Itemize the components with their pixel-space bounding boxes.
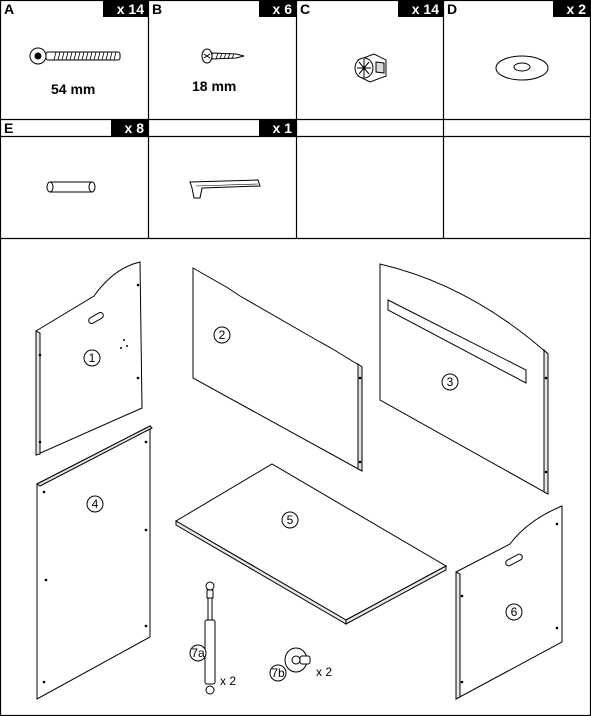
part-quantity-badge: x 2: [553, 1, 590, 17]
part-quantity-badge: x 14: [103, 1, 148, 17]
part-size-label: 18 mm: [192, 78, 237, 94]
panel-label: 2: [218, 328, 226, 342]
panel-4: [37, 426, 152, 699]
part-7b-label-badge: [270, 665, 286, 681]
panel-5: [176, 464, 446, 624]
panel-5-label-badge: [282, 512, 298, 528]
part-letter: C: [300, 1, 311, 17]
allen-key-icon: [190, 180, 260, 198]
part-letter: E: [4, 120, 14, 136]
panel-3-label-badge: [442, 374, 458, 390]
part-7a-label-badge: [190, 645, 206, 661]
panel-label: 4: [91, 497, 99, 511]
panel-1-label-badge: [84, 350, 100, 366]
panel-3: [380, 264, 548, 494]
panel-label: 3: [446, 375, 454, 389]
panel-label: 7a: [191, 646, 205, 660]
part-quantity-badge: x 14: [398, 1, 443, 17]
panel-label: 7b: [271, 666, 285, 680]
panel-label: 1: [88, 351, 96, 365]
panel-6: [456, 506, 562, 699]
part-quantity-badge: x 8: [111, 120, 148, 136]
mount-bracket-icon: [285, 648, 310, 672]
part-letter: B: [152, 1, 163, 17]
part-7b-quantity: x 2: [316, 665, 333, 679]
part-7a-quantity: x 2: [220, 674, 237, 688]
part-quantity-badge: x 6: [259, 1, 296, 17]
part-letter: A: [4, 1, 15, 17]
cam-lock-icon: [355, 54, 386, 82]
bolt-icon: [30, 48, 120, 64]
gas-strut-icon: [205, 582, 215, 694]
dowel-icon: [47, 182, 95, 192]
part-size-label: 54 mm: [51, 81, 96, 97]
screw-icon: [202, 49, 244, 63]
panel-label: 5: [286, 513, 294, 527]
panel-4-label-badge: [87, 496, 103, 512]
panel-2-label-badge: [214, 327, 230, 343]
panel-label: 6: [510, 605, 518, 619]
part-letter: D: [447, 1, 458, 17]
panel-6-label-badge: [506, 604, 522, 620]
panel-2: [193, 268, 362, 471]
part-quantity-badge: x 1: [259, 120, 296, 136]
washer-icon: [496, 56, 548, 80]
